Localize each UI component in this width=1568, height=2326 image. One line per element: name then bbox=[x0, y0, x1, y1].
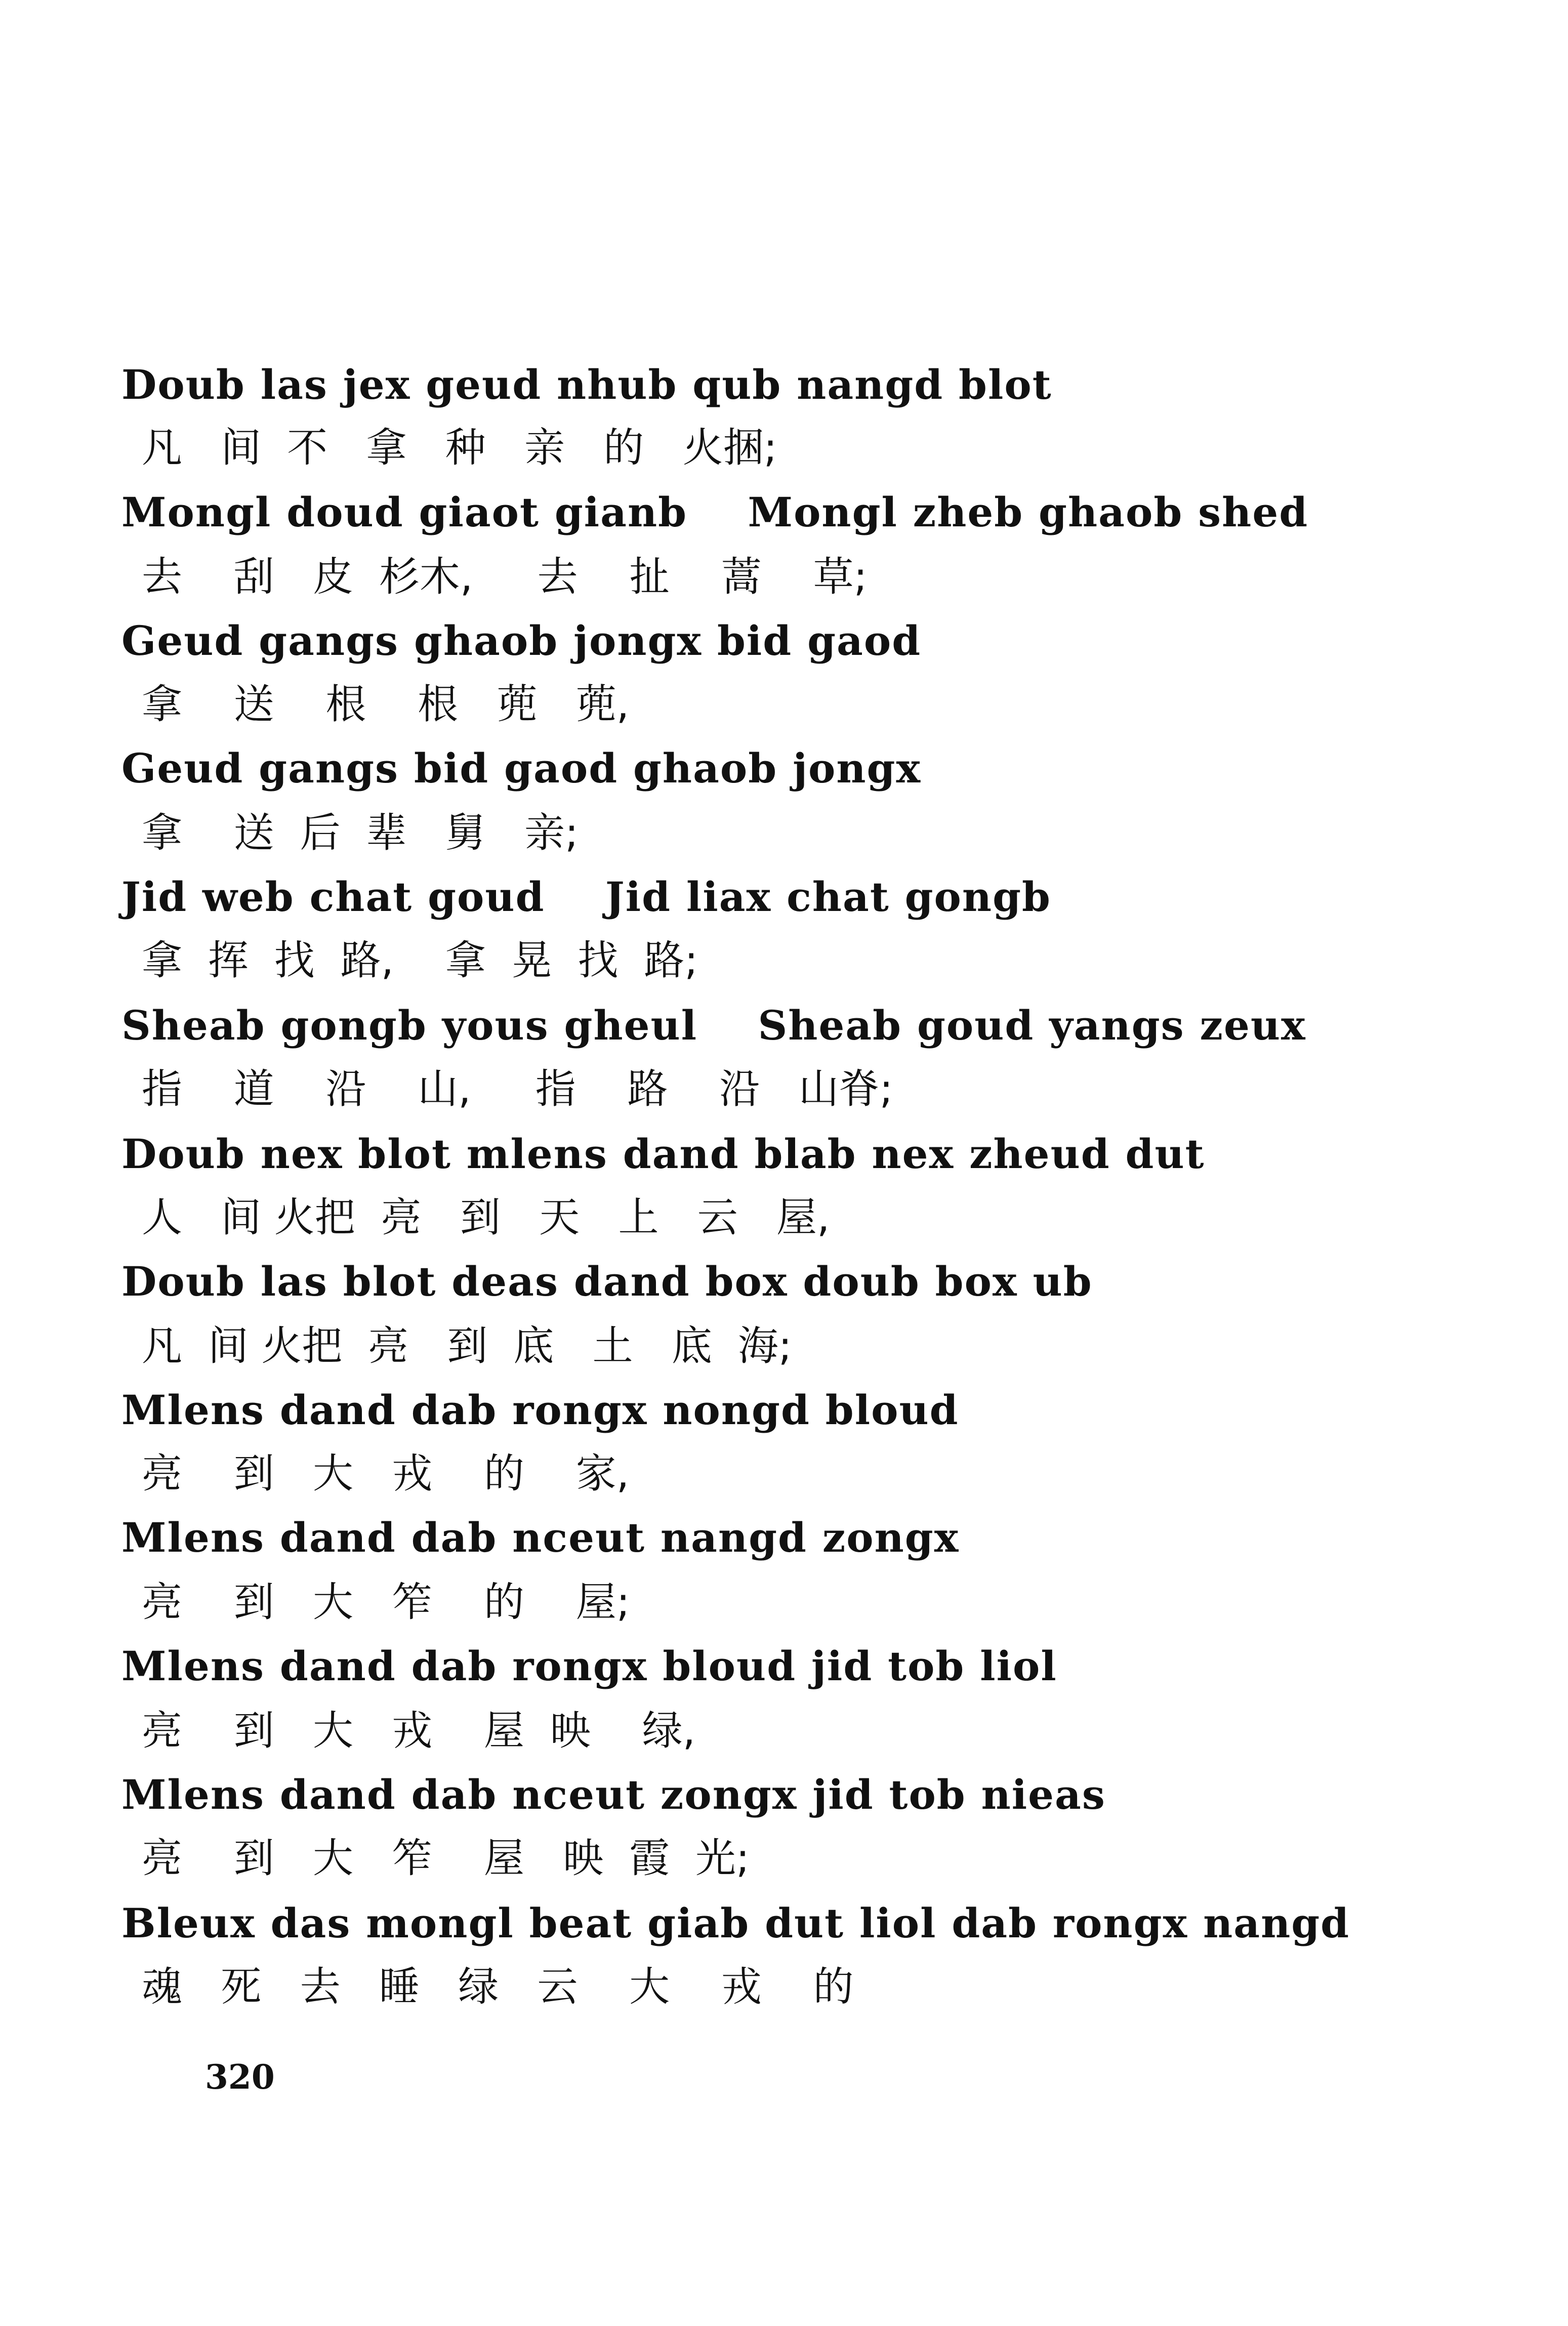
chinese-line-3: 拿 送 根 根 蔸 蔸, bbox=[142, 681, 630, 728]
miao-line-9: Mlens dand dab rongx nongd bloud bbox=[121, 1386, 959, 1434]
miao-line-13: Bleux das mongl beat giab dut liol dab rongx nangd bbox=[121, 1899, 1350, 1947]
chinese-line-9: 亮 到 大 戎 的 家, bbox=[142, 1450, 630, 1497]
miao-line-8: Doub las blot deas dand box doub box ub bbox=[121, 1258, 1093, 1305]
miao-line-5: Jid web chat goud Jid liax chat gongb bbox=[121, 873, 1051, 921]
chinese-line-13: 魂 死 去 睡 绿 云 大 戎 的 bbox=[142, 1963, 854, 2010]
chinese-line-4: 拿 送 后 辈 舅 亲; bbox=[142, 809, 579, 856]
chinese-line-6: 指 道 沿 山, 指 路 沿 山脊; bbox=[142, 1065, 893, 1112]
miao-line-11: Mlens dand dab rongx bloud jid tob liol bbox=[121, 1642, 1057, 1690]
miao-line-4: Geud gangs bid gaod ghaob jongx bbox=[121, 744, 922, 792]
miao-line-7: Doub nex blot mlens dand blab nex zheud dut bbox=[121, 1130, 1205, 1178]
chinese-line-11: 亮 到 大 戎 屋 映 绿, bbox=[142, 1707, 696, 1754]
miao-line-2: Mongl doud giaot gianb Mongl zheb ghaob shed bbox=[121, 488, 1309, 536]
miao-line-10: Mlens dand dab nceut nangd zongx bbox=[121, 1514, 960, 1561]
page-number: 320 bbox=[205, 2057, 275, 2097]
chinese-line-8: 凡 间 火把 亮 到 底 土 底 海; bbox=[142, 1322, 792, 1369]
chinese-line-12: 亮 到 大 笮 屋 映 霞 光; bbox=[142, 1835, 750, 1882]
chinese-line-1: 凡 间 不 拿 种 亲 的 火捆; bbox=[142, 424, 777, 471]
miao-line-6: Sheab gongb yous gheul Sheab goud yangs zeux bbox=[121, 1002, 1306, 1049]
miao-line-12: Mlens dand dab nceut zongx jid tob nieas bbox=[121, 1771, 1106, 1818]
chinese-line-10: 亮 到 大 笮 的 屋; bbox=[142, 1579, 630, 1626]
miao-line-1: Doub las jex geud nhub qub nangd blot bbox=[121, 361, 1052, 408]
miao-line-3: Geud gangs ghaob jongx bid gaod bbox=[121, 617, 922, 664]
chinese-line-5: 拿 挥 找 路, 拿 晃 找 路; bbox=[142, 937, 698, 984]
chinese-line-2: 去 刮 皮 杉木, 去 扯 蒿 草; bbox=[142, 553, 868, 600]
chinese-line-7: 人 间 火把 亮 到 天 上 云 屋, bbox=[142, 1194, 830, 1241]
